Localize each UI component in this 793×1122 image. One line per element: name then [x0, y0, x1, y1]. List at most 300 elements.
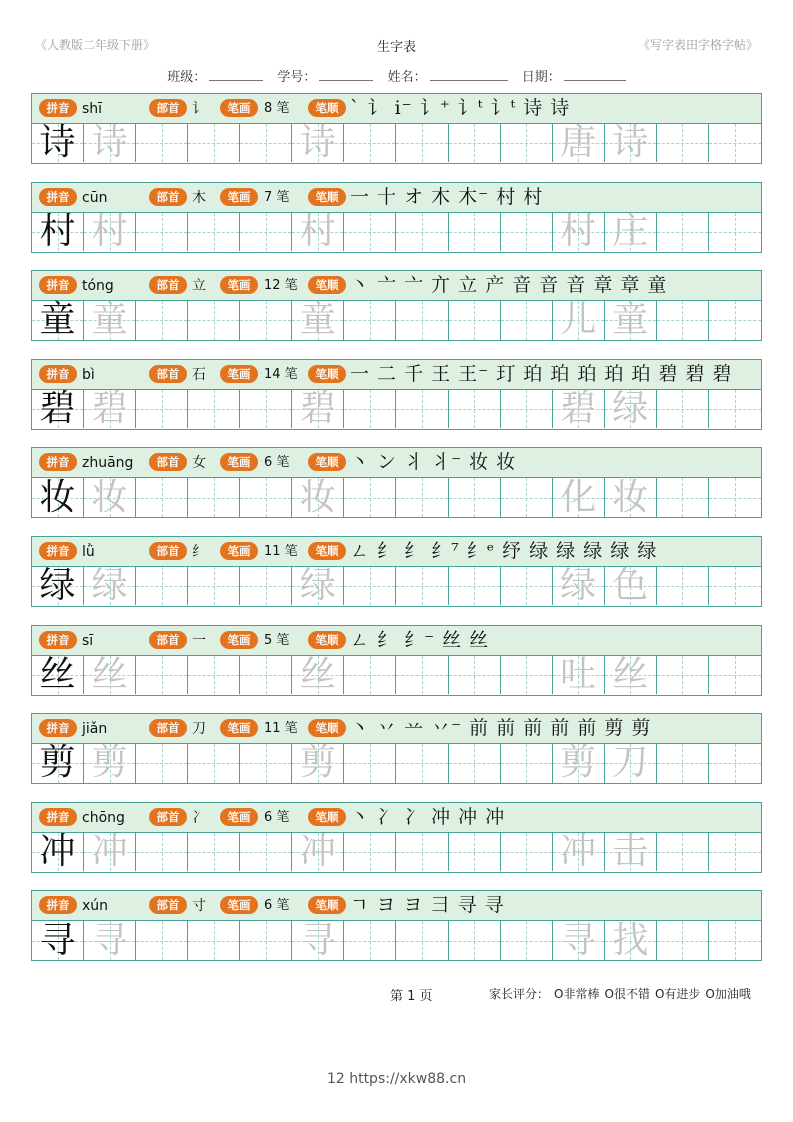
student-number-label: 学号：: [277, 70, 317, 85]
word-character: 唐: [560, 122, 597, 164]
writing-cell[interactable]: [136, 567, 188, 605]
writing-cell[interactable]: [396, 656, 448, 694]
writing-cell[interactable]: [240, 124, 292, 162]
writing-cell[interactable]: [449, 567, 501, 605]
writing-cell[interactable]: [84, 921, 136, 959]
writing-cell[interactable]: [553, 830, 605, 872]
name-blank[interactable]: [430, 69, 508, 81]
stroke-order-value: 一 二 千 王 王⁻ 玎 珀 珀 珀 珀 珀 碧 碧 碧: [350, 362, 733, 385]
trace-character: 绿: [91, 565, 128, 607]
pinyin-badge: 拼音: [39, 276, 77, 294]
radical-value: 寸: [192, 898, 206, 915]
class-blank[interactable]: [209, 69, 263, 81]
character-info-bar: [32, 537, 761, 567]
stroke-count-value: 6 笔: [264, 455, 290, 471]
writing-cell[interactable]: [240, 301, 292, 339]
writing-cell[interactable]: [605, 478, 657, 516]
evaluation-option-good[interactable]: O 很不错: [604, 987, 649, 1001]
stroke-order-value: 丶 冫 冫 冲 冲 冲: [350, 805, 506, 828]
writing-cell[interactable]: [32, 387, 84, 429]
writing-cell[interactable]: [396, 390, 448, 428]
writing-cell[interactable]: [188, 213, 240, 251]
writing-cell[interactable]: [292, 301, 344, 339]
stroke-order-badge: 笔顺: [308, 188, 346, 206]
character-row: [31, 536, 762, 625]
word-character: 村: [560, 210, 597, 252]
writing-cell[interactable]: [84, 301, 136, 339]
pinyin-value: sī: [82, 632, 94, 649]
character-info-bar: [32, 891, 761, 921]
stroke-order-value: ㄥ 纟 纟 纟⁷ 纟ᵉ 纾 绿 绿 绿 绿 绿: [350, 539, 658, 562]
pinyin-value: jiǎn: [82, 721, 108, 738]
writing-cell[interactable]: [553, 478, 605, 516]
writing-cell[interactable]: [553, 387, 605, 429]
radical-value: 木: [192, 189, 206, 206]
strokes-badge: 笔画: [220, 896, 258, 914]
writing-cell[interactable]: [136, 301, 188, 339]
character-info-bar: [32, 183, 761, 213]
stroke-count-value: 11 笔: [264, 543, 298, 559]
writing-cell[interactable]: [32, 830, 84, 872]
name-label: 姓名：: [387, 70, 427, 85]
tianzige-grid: [32, 653, 761, 695]
writing-cell[interactable]: [292, 830, 344, 872]
class-label: 班级：: [167, 70, 207, 85]
writing-cell[interactable]: [344, 656, 396, 694]
trace-character: 寻: [299, 919, 336, 961]
radical-value: 一: [192, 632, 206, 649]
word-character: 丝: [612, 653, 649, 695]
model-character: 童: [39, 299, 76, 341]
model-character: 丝: [39, 653, 76, 695]
writing-cell[interactable]: [136, 833, 188, 871]
evaluation-option-excellent[interactable]: O 非常棒: [554, 987, 599, 1001]
writing-cell[interactable]: [188, 567, 240, 605]
pinyin-value: lǜ: [82, 543, 95, 560]
writing-cell[interactable]: [657, 124, 709, 162]
stroke-count-value: 6 笔: [264, 898, 290, 914]
writing-cell[interactable]: [553, 301, 605, 339]
character-info-bar: [32, 714, 761, 744]
writing-cell[interactable]: [501, 567, 553, 605]
strokes-badge: 笔画: [220, 99, 258, 117]
character-card: [31, 536, 762, 607]
writing-cell[interactable]: [292, 921, 344, 959]
writing-cell[interactable]: [709, 301, 761, 339]
writing-cell[interactable]: [709, 833, 761, 871]
writing-cell[interactable]: [84, 744, 136, 782]
writing-cell[interactable]: [240, 744, 292, 782]
stroke-count-value: 14 笔: [264, 366, 298, 382]
radical-badge: 部首: [149, 453, 187, 471]
writing-cell[interactable]: [657, 656, 709, 694]
pinyin-value: chōng: [82, 809, 125, 826]
stroke-count-value: 11 笔: [264, 721, 298, 737]
writing-cell[interactable]: [84, 567, 136, 605]
radical-value: 冫: [192, 809, 206, 826]
radical-value: 女: [192, 455, 206, 472]
pinyin-badge: 拼音: [39, 188, 77, 206]
writing-cell[interactable]: [396, 301, 448, 339]
trace-character: 寻: [91, 919, 128, 961]
trace-character: 童: [299, 299, 336, 341]
trace-character: 剪: [91, 742, 128, 784]
name-field: [388, 66, 508, 85]
model-character: 村: [39, 210, 76, 252]
writing-cell[interactable]: [709, 124, 761, 162]
radical-badge: 部首: [149, 276, 187, 294]
character-card: [31, 447, 762, 518]
writing-cell[interactable]: [449, 213, 501, 251]
writing-cell[interactable]: [396, 567, 448, 605]
writing-cell[interactable]: [84, 210, 136, 252]
writing-cell[interactable]: [396, 478, 448, 516]
page-number: 第 1 页: [390, 989, 433, 1004]
pinyin-badge: 拼音: [39, 808, 77, 826]
trace-character: 丝: [299, 653, 336, 695]
pinyin-value: tóng: [82, 278, 114, 295]
radical-badge: 部首: [149, 896, 187, 914]
writing-cell[interactable]: [501, 213, 553, 251]
character-card: [31, 93, 762, 164]
writing-cell[interactable]: [605, 921, 657, 959]
trace-character: 丝: [91, 653, 128, 695]
writing-cell[interactable]: [240, 213, 292, 251]
character-row: [31, 625, 762, 714]
writing-cell[interactable]: [240, 833, 292, 871]
writing-cell[interactable]: [84, 124, 136, 162]
writing-cell[interactable]: [709, 390, 761, 428]
trace-character: 碧: [91, 387, 128, 429]
writing-cell[interactable]: [501, 390, 553, 428]
writing-cell[interactable]: [709, 921, 761, 959]
tianzige-grid: [32, 921, 761, 959]
pinyin-badge: 拼音: [39, 542, 77, 560]
writing-cell[interactable]: [501, 301, 553, 339]
writing-cell[interactable]: [188, 390, 240, 428]
writing-cell[interactable]: [84, 478, 136, 516]
evaluation-label: 家长评分：: [489, 987, 550, 1001]
writing-cell[interactable]: [657, 567, 709, 605]
character-row: [31, 182, 762, 271]
writing-cell[interactable]: [605, 830, 657, 872]
evaluation-option-keep-going[interactable]: O 加油哦: [705, 987, 750, 1001]
stroke-order-value: ㄥ 纟 纟⁻ 丝 丝: [350, 628, 490, 651]
word-character: 儿: [560, 299, 597, 341]
writing-cell[interactable]: [449, 301, 501, 339]
radical-value: 石: [192, 366, 206, 383]
writing-cell[interactable]: [709, 478, 761, 516]
writing-cell[interactable]: [449, 124, 501, 162]
writing-cell[interactable]: [188, 921, 240, 959]
pinyin-value: xún: [82, 898, 109, 915]
trace-character: 冲: [299, 830, 336, 872]
character-row: [31, 359, 762, 448]
trace-character: 碧: [299, 387, 336, 429]
model-character: 碧: [39, 387, 76, 429]
writing-cell[interactable]: [292, 567, 344, 605]
writing-cell[interactable]: [553, 124, 605, 162]
writing-cell[interactable]: [292, 653, 344, 695]
model-character: 诗: [39, 122, 76, 164]
writing-cell[interactable]: [553, 921, 605, 959]
model-character: 绿: [39, 565, 76, 607]
word-character: 绿: [612, 387, 649, 429]
writing-cell[interactable]: [396, 744, 448, 782]
parent-evaluation: [489, 985, 751, 1002]
writing-cell[interactable]: [657, 213, 709, 251]
writing-cell[interactable]: [344, 921, 396, 959]
radical-badge: 部首: [149, 365, 187, 383]
class-field: [167, 66, 263, 85]
trace-character: 村: [91, 210, 128, 252]
tianzige-grid: [32, 301, 761, 339]
character-card: [31, 359, 762, 430]
model-character: 寻: [39, 919, 76, 961]
writing-cell[interactable]: [344, 567, 396, 605]
model-character: 剪: [39, 742, 76, 784]
word-character: 冲: [560, 830, 597, 872]
word-character: 击: [612, 830, 649, 872]
writing-cell[interactable]: [240, 567, 292, 605]
writing-cell[interactable]: [136, 124, 188, 162]
radical-value: 纟: [192, 543, 206, 560]
writing-cell[interactable]: [657, 921, 709, 959]
writing-cell[interactable]: [188, 301, 240, 339]
writing-cell[interactable]: [501, 478, 553, 516]
writing-cell[interactable]: [449, 390, 501, 428]
character-info-bar: [32, 448, 761, 478]
writing-cell[interactable]: [32, 478, 84, 516]
word-character: 童: [612, 299, 649, 341]
word-character: 化: [560, 476, 597, 518]
word-character: 妆: [612, 476, 649, 518]
writing-cell[interactable]: [553, 567, 605, 605]
writing-cell[interactable]: [292, 210, 344, 252]
writing-cell[interactable]: [240, 390, 292, 428]
stroke-order-badge: 笔顺: [308, 719, 346, 737]
trace-character: 妆: [91, 476, 128, 518]
trace-character: 诗: [91, 122, 128, 164]
trace-character: 冲: [91, 830, 128, 872]
stroke-order-badge: 笔顺: [308, 99, 346, 117]
writing-cell[interactable]: [396, 213, 448, 251]
writing-cell[interactable]: [709, 744, 761, 782]
writing-cell[interactable]: [292, 387, 344, 429]
writing-cell[interactable]: [501, 833, 553, 871]
character-row: [31, 270, 762, 359]
writing-cell[interactable]: [501, 921, 553, 959]
writing-cell[interactable]: [501, 744, 553, 782]
stroke-order-value: 丶 ン 丬 丬⁻ 妆 妆: [350, 451, 517, 474]
student-info-line: [0, 66, 793, 85]
writing-cell[interactable]: [605, 210, 657, 252]
writing-cell[interactable]: [32, 921, 84, 959]
writing-cell[interactable]: [136, 478, 188, 516]
word-character: 寻: [560, 919, 597, 961]
writing-cell[interactable]: [240, 921, 292, 959]
pinyin-value: shī: [82, 101, 103, 117]
character-card: [31, 890, 762, 961]
writing-cell[interactable]: [136, 390, 188, 428]
writing-cell[interactable]: [709, 567, 761, 605]
writing-cell[interactable]: [344, 390, 396, 428]
writing-cell[interactable]: [605, 653, 657, 695]
strokes-badge: 笔画: [220, 188, 258, 206]
writing-cell[interactable]: [344, 301, 396, 339]
writing-cell[interactable]: [240, 478, 292, 516]
pinyin-badge: 拼音: [39, 631, 77, 649]
character-info-bar: [32, 94, 761, 124]
writing-cell[interactable]: [396, 921, 448, 959]
radical-value: 立: [192, 278, 206, 295]
writing-cell[interactable]: [32, 301, 84, 339]
writing-cell[interactable]: [32, 744, 84, 782]
writing-cell[interactable]: [396, 124, 448, 162]
writing-cell[interactable]: [136, 921, 188, 959]
writing-cell[interactable]: [657, 390, 709, 428]
writing-cell[interactable]: [292, 124, 344, 162]
strokes-badge: 笔画: [220, 631, 258, 649]
character-list: [31, 93, 762, 979]
tianzige-grid: [32, 124, 761, 162]
writing-cell[interactable]: [188, 124, 240, 162]
writing-cell[interactable]: [449, 833, 501, 871]
writing-cell[interactable]: [32, 210, 84, 252]
writing-cell[interactable]: [605, 124, 657, 162]
stroke-order-badge: 笔顺: [308, 453, 346, 471]
writing-cell[interactable]: [553, 744, 605, 782]
writing-cell[interactable]: [501, 656, 553, 694]
writing-cell[interactable]: [344, 478, 396, 516]
writing-cell[interactable]: [449, 478, 501, 516]
writing-cell[interactable]: [657, 744, 709, 782]
writing-cell[interactable]: [292, 478, 344, 516]
model-character: 冲: [39, 830, 76, 872]
writing-cell[interactable]: [449, 656, 501, 694]
stroke-order-value: 丶 亠 亠 亣 立 产 音 音 音 章 章 童: [350, 274, 668, 297]
radical-value: 刀: [192, 721, 206, 738]
writing-cell[interactable]: [84, 387, 136, 429]
writing-cell[interactable]: [449, 744, 501, 782]
writing-cell[interactable]: [188, 833, 240, 871]
writing-cell[interactable]: [32, 653, 84, 695]
writing-cell[interactable]: [84, 830, 136, 872]
writing-cell[interactable]: [136, 744, 188, 782]
date-field: [522, 66, 626, 85]
writing-cell[interactable]: [553, 210, 605, 252]
writing-cell[interactable]: [605, 301, 657, 339]
writing-cell[interactable]: [292, 744, 344, 782]
stroke-order-badge: 笔顺: [308, 365, 346, 383]
writing-cell[interactable]: [709, 213, 761, 251]
stroke-order-value: ㄱ ヨ ヨ 彐 寻 寻: [350, 894, 505, 917]
student-number-blank[interactable]: [319, 69, 373, 81]
trace-character: 村: [299, 210, 336, 252]
radical-badge: 部首: [149, 99, 187, 117]
word-character: 庄: [612, 210, 649, 252]
date-blank[interactable]: [564, 69, 626, 81]
strokes-badge: 笔画: [220, 719, 258, 737]
strokes-badge: 笔画: [220, 365, 258, 383]
site-footer: 12 https://xkw88.cn: [326, 1071, 467, 1087]
writing-cell[interactable]: [32, 124, 84, 162]
character-card: [31, 270, 762, 341]
radical-badge: 部首: [149, 631, 187, 649]
word-character: 刀: [612, 742, 649, 784]
writing-cell[interactable]: [188, 478, 240, 516]
word-character: 找: [612, 919, 649, 961]
radical-badge: 部首: [149, 808, 187, 826]
word-character: 碧: [560, 387, 597, 429]
writing-cell[interactable]: [344, 744, 396, 782]
character-row: [31, 93, 762, 182]
character-row: [31, 713, 762, 802]
stroke-count-value: 8 笔: [264, 101, 290, 116]
writing-cell[interactable]: [188, 656, 240, 694]
writing-cell[interactable]: [344, 213, 396, 251]
evaluation-option-improving[interactable]: O 有进步: [655, 987, 700, 1001]
writing-cell[interactable]: [605, 744, 657, 782]
radical-badge: 部首: [149, 719, 187, 737]
stroke-order-badge: 笔顺: [308, 896, 346, 914]
pinyin-value: cūn: [82, 189, 108, 206]
trace-character: 童: [91, 299, 128, 341]
writing-cell[interactable]: [657, 301, 709, 339]
pinyin-value: zhuāng: [82, 455, 134, 472]
strokes-badge: 笔画: [220, 276, 258, 294]
stroke-order-value: 一 十 オ 木 木⁻ 村 村: [350, 185, 544, 208]
writing-cell[interactable]: [136, 213, 188, 251]
stroke-order-badge: 笔顺: [308, 631, 346, 649]
word-character: 剪: [560, 742, 597, 784]
character-info-bar: [32, 360, 761, 390]
character-card: [31, 182, 762, 253]
character-info-bar: [32, 271, 761, 301]
stroke-order-badge: 笔顺: [308, 542, 346, 560]
strokes-badge: 笔画: [220, 542, 258, 560]
writing-cell[interactable]: [188, 744, 240, 782]
writing-cell[interactable]: [501, 124, 553, 162]
writing-cell[interactable]: [344, 833, 396, 871]
page-title: 生字表: [376, 40, 416, 55]
writing-cell[interactable]: [32, 567, 84, 605]
writing-cell[interactable]: [84, 653, 136, 695]
writing-cell[interactable]: [553, 653, 605, 695]
writing-cell[interactable]: [449, 921, 501, 959]
header-subtitle: 《写字表田字格字帖》: [637, 38, 758, 52]
writing-cell[interactable]: [240, 656, 292, 694]
writing-cell[interactable]: [396, 833, 448, 871]
writing-cell[interactable]: [605, 567, 657, 605]
pinyin-badge: 拼音: [39, 896, 77, 914]
radical-value: 讠: [192, 101, 206, 117]
radical-badge: 部首: [149, 542, 187, 560]
pinyin-value: bì: [82, 366, 95, 383]
writing-cell[interactable]: [657, 478, 709, 516]
writing-cell[interactable]: [709, 656, 761, 694]
writing-cell[interactable]: [657, 833, 709, 871]
writing-cell[interactable]: [605, 387, 657, 429]
character-info-bar: [32, 803, 761, 833]
tianzige-grid: [32, 210, 761, 252]
writing-cell[interactable]: [344, 124, 396, 162]
strokes-badge: 笔画: [220, 453, 258, 471]
writing-cell[interactable]: [136, 656, 188, 694]
stroke-count-value: 6 笔: [264, 809, 290, 825]
character-card: [31, 625, 762, 696]
stroke-order-badge: 笔顺: [308, 276, 346, 294]
